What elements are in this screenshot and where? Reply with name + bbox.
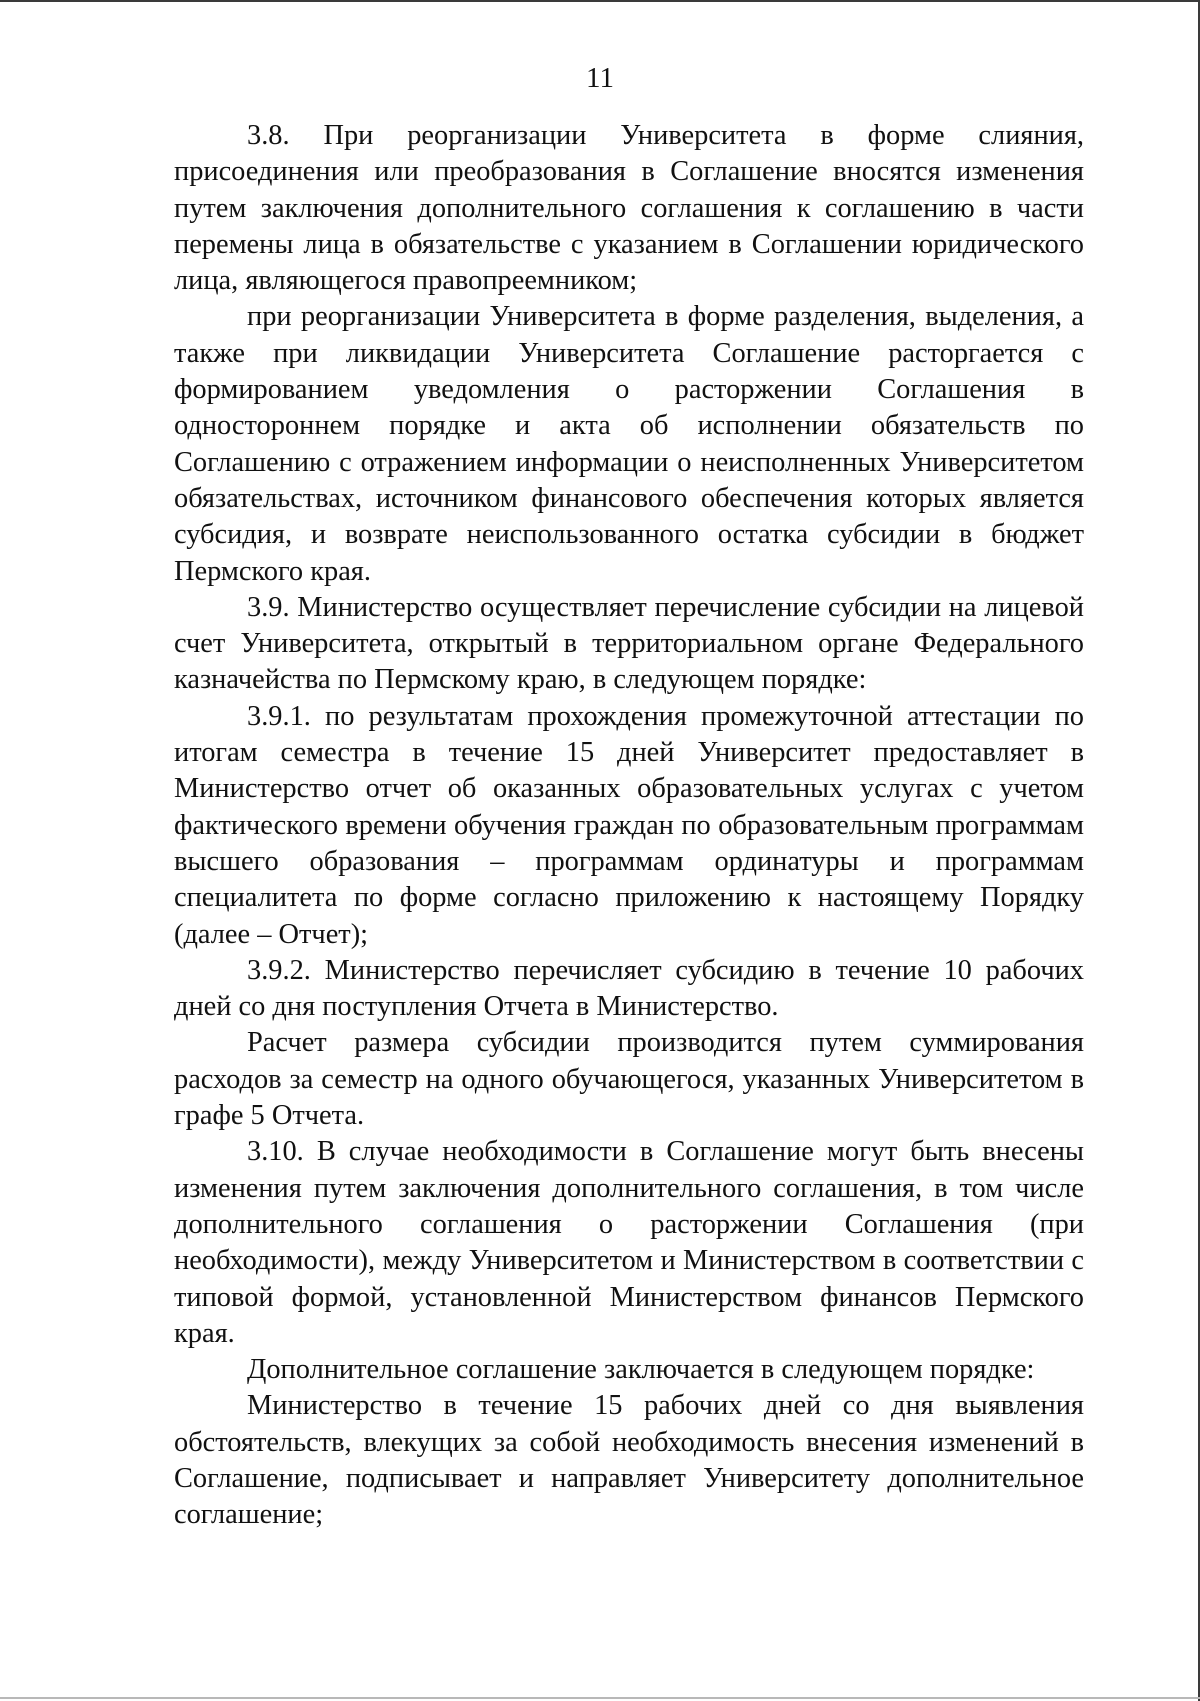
scan-edge-bottom bbox=[0, 1697, 1200, 1699]
paragraph-reorganization-division: при реорганизации Университета в форме разделения, выделения, а также при ликвидации Университета Соглашение расторгается с формированием уведомления о расторжении Соглашения в одностороннем порядке и акта об исполнении обязательств по Соглашению с отражением информации о неисполненных Университетом обязательствах, источником финансового обеспечения которых является субсидия, и возврате неиспользованного остатка субсидии в бюджет Пермского края. bbox=[174, 301, 1084, 587]
paragraph-3-10: 3.10. В случае необходимости в Соглашение могут быть внесены изменения путем заключения дополнительного соглашения, в том числе дополнительного соглашения о расторжении Соглашения (при необходимости), между Университетом и Министерством в соответствии с типовой формой, установленной Министерством финансов Пермского края. bbox=[174, 1136, 1084, 1349]
paragraph-subsidy-calculation: Расчет размера субсидии производится путем суммирования расходов за семестр на одного обучающегося, указанных Университетом в графе 5 Отчета. bbox=[174, 1027, 1084, 1132]
paragraph-additional-agreement-order: Дополнительное соглашение заключается в следующем порядке: bbox=[247, 1354, 1035, 1386]
page-number: 11 bbox=[586, 62, 614, 94]
paragraph-3-9: 3.9. Министерство осуществляет перечисление субсидии на лицевой счет Университета, открытый в территориальном органе Федерального казначейства по Пермскому краю, в следующем порядке: bbox=[174, 591, 1084, 696]
paragraph-ministry-signs: Министерство в течение 15 рабочих дней со дня выявления обстоятельств, влекущих за собой необходимость внесения изменений в Соглашение, подписывает и направляет Университету дополнительное соглашение; bbox=[174, 1390, 1084, 1531]
paragraph-3-9-1: 3.9.1. по результатам прохождения промежуточной аттестации по итогам семестра в течение 15 дней Университет предоставляет в Министерство отчет об оказанных образовательных услугах с учетом фактического времени обучения граждан по образовательным программам высшего образования – программам ординатуры и программам специалитета по форме согласно приложению к настоящему Порядку (далее – Отчет); bbox=[174, 700, 1084, 950]
paragraph-3-9-2: 3.9.2. Министерство перечисляет субсидию в течение 10 рабочих дней со дня поступления Отчета в Министерство. bbox=[174, 954, 1084, 1023]
document-body bbox=[174, 118, 1084, 1534]
paragraph-3-8: 3.8. При реорганизации Университета в форме слияния, присоединения или преобразования в Соглашение вносятся изменения путем заключения дополнительного соглашения к соглашению в части перемены лица в обязательстве с указанием в Соглашении юридического лица, являющегося правопреемником; bbox=[174, 120, 1084, 297]
scan-edge-top bbox=[0, 0, 1200, 2]
